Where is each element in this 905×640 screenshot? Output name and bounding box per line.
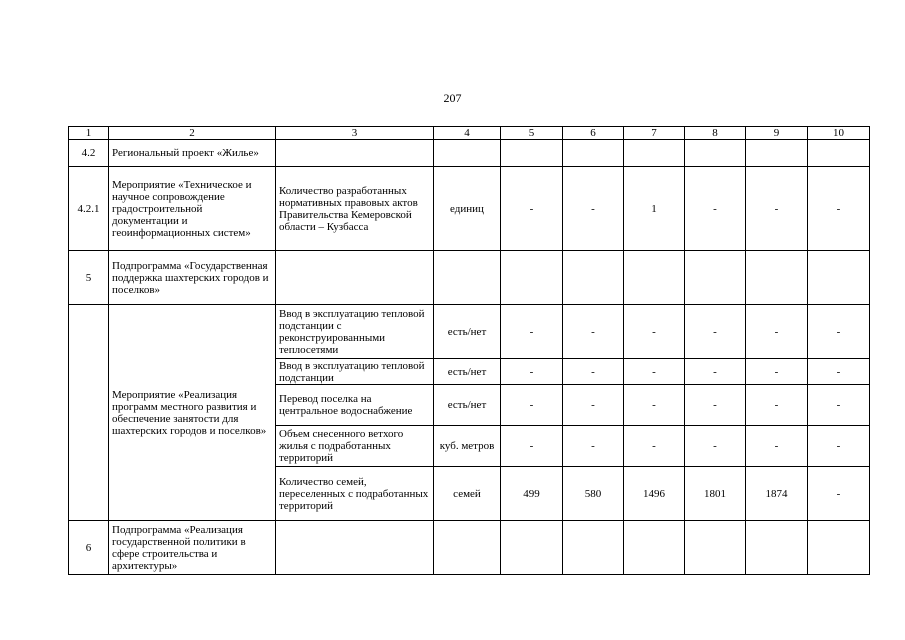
table-row [69,305,870,359]
header-cell: 9 [746,127,808,140]
row-number: 4.2 [69,140,109,167]
value-cell: 499 [501,467,563,521]
table-row [69,140,870,167]
value-cell: - [808,359,870,385]
indicator-name: Перевод поселка на центральное водоснабжение [276,385,434,426]
value-cell: 580 [563,467,624,521]
indicator-name: Количество разработанных нормативных правовых актов Правительства Кемеровской области – Кузбасса [276,167,434,251]
row-number: 5 [69,251,109,305]
value-cell: - [563,359,624,385]
row-name: Подпрограмма «Реализация государственной политики в сфере строительства и архитектуры» [109,521,276,575]
value-cell: - [501,385,563,426]
value-cell: - [563,385,624,426]
value-cell: - [746,359,808,385]
unit: есть/нет [434,305,501,359]
header-cell: 4 [434,127,501,140]
unit: куб. метров [434,426,501,467]
header-cell: 5 [501,127,563,140]
value-cell: - [563,167,624,251]
indicators-table [68,126,870,575]
row-name: Подпрограмма «Государственная поддержка шахтерских городов и поселков» [109,251,276,305]
value-cell: - [501,426,563,467]
unit: семей [434,467,501,521]
value-cell: - [808,426,870,467]
row-number: 6 [69,521,109,575]
value-cell: - [501,359,563,385]
value-cell: - [685,385,746,426]
row-name: Региональный проект «Жилье» [109,140,276,167]
value-cell: 1 [624,167,685,251]
header-cell: 1 [69,127,109,140]
header-cell: 6 [563,127,624,140]
value-cell: - [685,167,746,251]
value-cell: - [624,385,685,426]
value-cell: - [746,305,808,359]
value-cell: - [501,305,563,359]
unit: единиц [434,167,501,251]
header-cell: 10 [808,127,870,140]
unit: есть/нет [434,359,501,385]
header-row [69,127,870,140]
indicator-name: Количество семей, переселенных с подработанных территорий [276,467,434,521]
header-cell: 3 [276,127,434,140]
value-cell: - [685,359,746,385]
value-cell: 1801 [685,467,746,521]
value-cell: - [685,426,746,467]
value-cell: - [746,426,808,467]
value-cell: - [624,305,685,359]
value-cell: - [808,305,870,359]
unit: есть/нет [434,385,501,426]
indicator-name: Ввод в эксплуатацию тепловой подстанции с реконструированными теплосетями [276,305,434,359]
indicator-name: Объем снесенного ветхого жилья с подработанных территорий [276,426,434,467]
row-number: 4.2.1 [69,167,109,251]
value-cell: - [563,305,624,359]
header-cell: 2 [109,127,276,140]
value-cell: 1874 [746,467,808,521]
table-row [69,167,870,251]
table-row [69,251,870,305]
page-number: 207 [443,91,462,105]
value-cell: - [624,359,685,385]
value-cell: 1496 [624,467,685,521]
value-cell: - [746,167,808,251]
value-cell: - [501,167,563,251]
row-name: Мероприятие «Техническое и научное сопровождение градостроительной документации и геоинформационных систем» [109,167,276,251]
value-cell: - [808,467,870,521]
value-cell: - [808,385,870,426]
indicator-name: Ввод в эксплуатацию тепловой подстанции [276,359,434,385]
header-cell: 8 [685,127,746,140]
value-cell: - [808,167,870,251]
row-name: Мероприятие «Реализация программ местного развития и обеспечение занятости для шахтерских городов и поселков» [109,305,276,521]
value-cell: - [563,426,624,467]
value-cell: - [746,385,808,426]
value-cell: - [685,305,746,359]
table-row [69,521,870,575]
header-cell: 7 [624,127,685,140]
value-cell: - [624,426,685,467]
